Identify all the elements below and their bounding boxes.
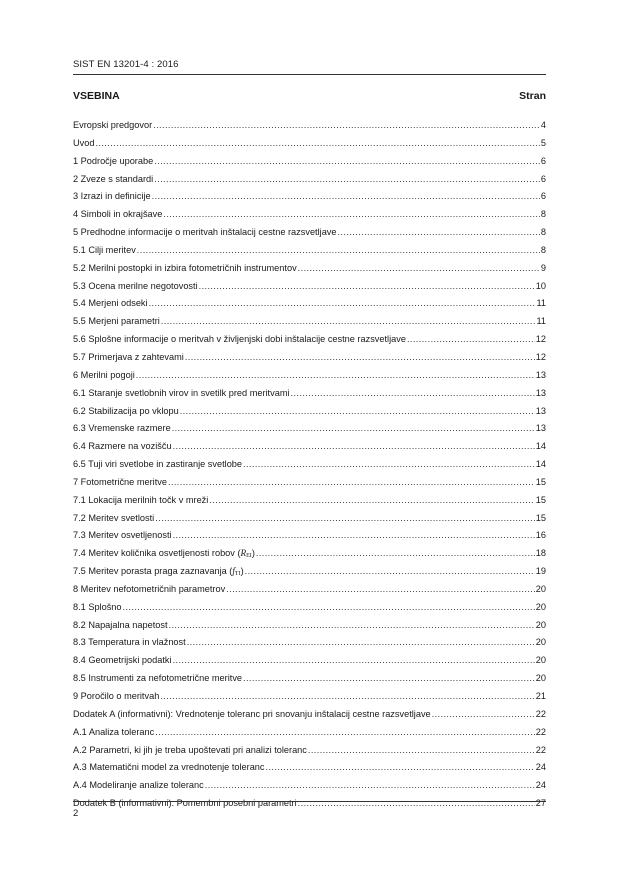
toc-entry-page: 8 [540,209,546,220]
toc-entry-symbol: $R_{EI}$ [240,548,252,560]
toc-entry-page: 10 [535,280,546,291]
toc-entry[interactable] [73,637,546,655]
toc-entry[interactable] [73,566,546,584]
toc-entry-page: 6 [540,191,546,202]
toc-entry[interactable] [73,406,546,424]
toc-entry-label: Evropski predgovor [73,120,153,130]
toc-entry[interactable] [73,120,546,138]
toc-entry-page: 22 [535,726,546,737]
toc-dot-leader [226,584,535,594]
toc-entry-label: Dodatek A (informativni): Vrednotenje toleranc pri snovanju inštalacij cestne razsvetljave [73,708,431,719]
toc-entry-label: 5.2 Merilni postopki in izbira fotometričnih instrumentov [73,262,297,273]
toc-entry-page: 27 [535,798,546,809]
toc-entry[interactable] [73,245,546,263]
toc-dot-leader [172,423,535,433]
toc-dot-leader [169,620,535,630]
toc-dot-leader [155,513,535,523]
toc-dot-leader [291,388,535,398]
toc-entry-page: 12 [535,351,546,362]
toc-dot-leader [173,655,535,665]
toc-dot-leader [160,691,534,701]
toc-entry-label: 6.1 Staranje svetlobnih virov in svetilk pred meritvami [73,387,290,398]
toc-entry[interactable] [73,174,546,192]
toc-entry-page: 15 [535,494,546,505]
toc-dot-leader [180,406,535,416]
toc-entry[interactable] [73,727,546,745]
toc-dot-leader [256,548,535,558]
toc-entry-label: 6.3 Vremenske razmere [73,423,171,434]
toc-entry[interactable] [73,602,546,620]
toc-entry[interactable] [73,762,546,780]
toc-entry[interactable] [73,209,546,227]
toc-entry-label: 3 Izrazi in definicije [73,191,151,202]
toc-entry-page: 12 [535,334,546,345]
toc-entry-page: 20 [535,583,546,594]
toc-entry-page: 21 [535,691,546,701]
toc-entry-label: 6.2 Stabilizacija po vklopu [73,405,179,416]
toc-entry-label: A.4 Modeliranje analize toleranc [73,780,204,791]
toc-dot-leader [185,352,535,362]
toc-entry-label: 8.1 Splošno [73,601,122,612]
document-page [73,0,546,877]
toc-entry-label: 7.4 Meritev količnika osvetljenosti robov $(R_{EI})$ [73,548,255,560]
toc-entry[interactable] [73,227,546,245]
toc-entry-label: 5.4 Merjeni odseki [73,298,148,309]
toc-entry-page: 11 [536,298,546,309]
toc-dot-leader [137,245,540,255]
toc-entry-label: 8.3 Temperatura in vlažnost [73,637,186,648]
toc-entry-page: 5 [540,137,546,148]
toc-dot-leader [163,209,540,219]
toc-entry-label: 8 Meritev nefotometričnih parametrov [73,583,226,594]
toc-entry[interactable] [73,281,546,299]
toc-entry-label: A.2 Parametri, ki jih je treba upoštevati pri analizi toleranc [73,744,307,755]
toc-entry-label: 9 Poročilo o meritvah [73,691,160,701]
toc-dot-leader [136,370,535,380]
toc-entry-label: 4 Simboli in okrajšave [73,209,163,220]
toc-entry-label: 5.1 Cilji meritev [73,244,136,255]
toc-entry-label: 5.6 Splošne informacije o meritvah v življenjski dobi inštalacije cestne razsvetljave [73,334,406,345]
toc-entry-page: 24 [535,780,546,791]
toc-entry[interactable] [73,780,546,798]
toc-entry[interactable] [73,352,546,370]
toc-entry-page: 24 [535,762,546,773]
toc-entry-page: 16 [535,530,546,541]
toc-dot-leader [209,495,534,505]
toc-entry-label: 5 Predhodne informacije o meritvah inštalacij cestne razsvetljave [73,227,337,238]
toc-dot-leader [432,709,535,719]
toc-entry-label: 8.5 Instrumenti za nefotometrične meritve [73,673,243,684]
toc-dot-leader [173,441,535,451]
toc-dot-leader [298,798,535,808]
toc-dot-leader [205,780,535,790]
toc-entry[interactable] [73,388,546,406]
toc-entry-label: 7.1 Lokacija merilnih točk v mreži [73,494,209,505]
toc-dot-leader [243,673,535,683]
toc-heading-row [73,90,546,102]
toc-entry-label: Uvod [73,137,95,148]
toc-dot-leader [308,745,535,755]
toc-entry[interactable] [73,298,546,316]
toc-dot-leader [153,120,540,130]
toc-entry[interactable] [73,691,546,709]
toc-entry-label: 6 Merilni pogoji [73,369,135,380]
toc-dot-leader [155,727,535,737]
toc-dot-leader [154,156,540,166]
toc-entry[interactable] [73,584,546,602]
toc-dot-leader [154,174,540,184]
toc-entry-page: 13 [535,423,546,434]
toc-entry-page: 13 [535,405,546,416]
toc-entry-label: 7.2 Meritev svetlosti [73,512,155,523]
toc-entry-label: 5.5 Merjeni parametri [73,316,160,327]
toc-entry[interactable] [73,441,546,459]
toc-entry[interactable] [73,530,546,548]
toc-entry-label: 7.5 Meritev porasta praga zaznavanja $(f_{TI})$ [73,566,244,578]
toc-entry-label: A.3 Matematični model za vrednotenje toleranc [73,762,265,773]
toc-entry[interactable] [73,138,546,156]
toc-entry[interactable] [73,370,546,388]
toc-entry-label: 1 Področje uporabe [73,155,154,166]
toc-entry-page: 8 [540,227,546,238]
toc-dot-leader [149,298,536,308]
toc-dot-leader [243,459,535,469]
toc-entry[interactable] [73,263,546,281]
toc-entry-page: 20 [535,619,546,630]
toc-entry[interactable] [73,673,546,691]
toc-entry-label: 6.4 Razmere na vozišču [73,441,172,452]
toc-entry-label: 8.4 Geometrijski podatki [73,655,172,666]
toc-entry-page: 22 [535,744,546,755]
toc-entry[interactable] [73,459,546,477]
toc-entry-page: 8 [540,244,546,255]
toc-dot-leader [168,477,535,487]
toc-entry-label: 7.3 Meritev osvetljenosti [73,530,172,541]
toc-entry-page: 15 [535,512,546,523]
toc-dot-leader [199,281,535,291]
toc-entry[interactable] [73,709,546,727]
toc-entry-page: 4 [540,120,546,130]
toc-entry-page: 20 [535,655,546,666]
toc-dot-leader [161,316,536,326]
toc-entry-label: 5.3 Ocena merilne negotovosti [73,280,198,291]
toc-entry-symbol: $f_{TI}$ [232,566,241,578]
toc-dot-leader [95,138,539,148]
footer-rule [73,801,546,802]
toc-dot-leader [123,602,535,612]
page-column-heading: Stran [519,90,546,102]
toc-entry[interactable] [73,495,546,513]
toc-entry-label: 2 Zveze s standardi [73,173,154,184]
toc-entry-page: 13 [535,369,546,380]
toc-entry-page: 19 [535,566,546,577]
toc-entry-label: 7 Fotometrične meritve [73,476,167,487]
toc-entry-page: 9 [540,262,546,273]
toc-entry[interactable] [73,156,546,174]
toc-entry[interactable] [73,423,546,441]
document-code: SIST EN 13201-4 : 2016 [73,59,179,70]
toc-dot-leader [338,227,540,237]
toc-entry[interactable] [73,191,546,209]
toc-entry[interactable] [73,620,546,638]
toc-entry-page: 20 [535,637,546,648]
toc-entry[interactable] [73,334,546,352]
toc-entry-label: 5.7 Primerjava z zahtevami [73,351,184,362]
toc-entry[interactable] [73,548,546,566]
toc-dot-leader [407,334,535,344]
toc-entry[interactable] [73,316,546,334]
toc-dot-leader [173,530,535,540]
toc-entry-label: A.1 Analiza toleranc [73,726,155,737]
toc-entry[interactable] [73,477,546,495]
header-rule [73,74,546,75]
toc-entry-page: 6 [540,173,546,184]
toc-entry-label: Dodatek B (informativni): Pomembni posebni parametri [73,798,297,809]
toc-entry-page: 14 [535,441,546,452]
toc-dot-leader [152,191,540,201]
toc-entry-label: 8.2 Napajalna napetost [73,619,168,630]
page-number: 2 [73,808,79,819]
toc-entry-page: 14 [535,459,546,470]
toc-entry[interactable] [73,655,546,673]
toc-dot-leader [266,762,535,772]
toc-entry[interactable] [73,745,546,763]
toc-dot-leader [187,637,535,647]
toc-dot-leader [298,263,540,273]
toc-heading: VSEBINA [73,90,120,102]
toc-entry-page: 15 [535,476,546,487]
table-of-contents [73,120,546,816]
toc-entry-label: 6.5 Tuji viri svetlobe in zastiranje svetlobe [73,459,243,470]
toc-entry-page: 22 [535,708,546,719]
toc-entry-page: 11 [536,316,546,327]
toc-entry-page: 6 [540,155,546,166]
toc-dot-leader [245,566,535,576]
toc-entry-page: 20 [535,673,546,684]
toc-entry-page: 20 [535,601,546,612]
toc-entry-page: 13 [535,387,546,398]
toc-entry[interactable] [73,513,546,531]
toc-entry-page: 18 [535,548,546,559]
